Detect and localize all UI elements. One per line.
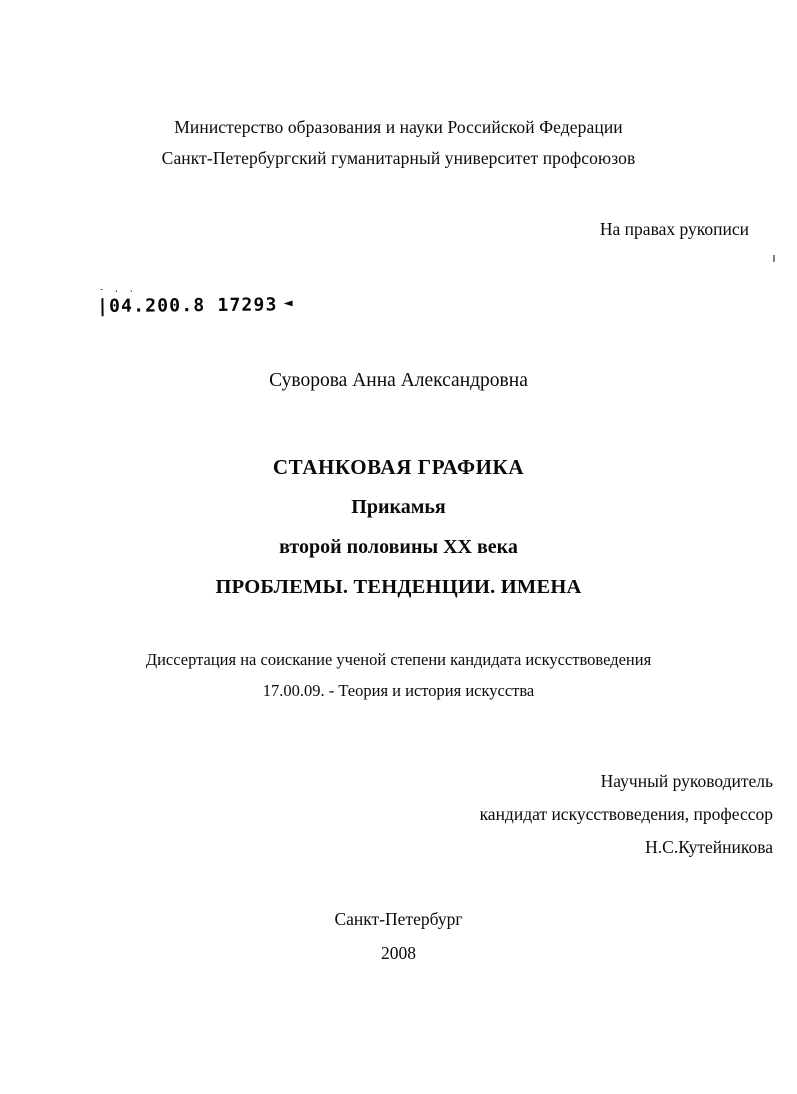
title-line-4: ПРОБЛЕМЫ. ТЕНДЕНЦИИ. ИМЕНА <box>215 576 582 598</box>
title-line-1: СТАНКОВАЯ ГРАФИКА <box>272 455 525 479</box>
degree-statement-text: Диссертация на соискание ученой степени кандидата искусствоведения <box>145 650 652 669</box>
library-stamp-number-text: |04.200.8 17293 <box>96 294 278 317</box>
library-stamp-number <box>97 291 294 318</box>
publication-city: Санкт-Петербург <box>334 909 463 929</box>
degree-specialty-text: 17.00.09. - Теория и история искусства <box>262 681 535 700</box>
degree-statement <box>0 644 797 706</box>
publication-footer <box>0 902 797 970</box>
author-name <box>0 368 797 394</box>
scan-artifact-speck <box>773 255 775 262</box>
dissertation-title <box>0 447 797 607</box>
ministry-line: Министерство образования и науки Российской Федерации <box>174 117 623 137</box>
supervisor-credentials: кандидат искусствоведения, профессор <box>479 804 773 824</box>
manuscript-rights-text: На правах рукописи <box>599 219 749 239</box>
supervisor-block <box>480 765 773 864</box>
library-stamp <box>97 285 294 318</box>
supervisor-name: Н.С.Кутейникова <box>645 837 773 857</box>
manuscript-rights-note <box>600 216 749 242</box>
library-stamp-tail-mark: ◄ <box>283 293 294 312</box>
library-stamp-top-marks: - . . <box>98 284 137 295</box>
university-line: Санкт-Петербургский гуманитарный университет профсоюзов <box>161 148 636 168</box>
title-line-3: второй половины XX века <box>279 536 518 558</box>
title-line-2: Прикамья <box>351 496 446 518</box>
supervisor-role: Научный руководитель <box>600 771 773 791</box>
author-name-text: Суворова Анна Александровна <box>269 370 528 391</box>
publication-year: 2008 <box>381 943 416 963</box>
institution-header <box>0 112 797 174</box>
